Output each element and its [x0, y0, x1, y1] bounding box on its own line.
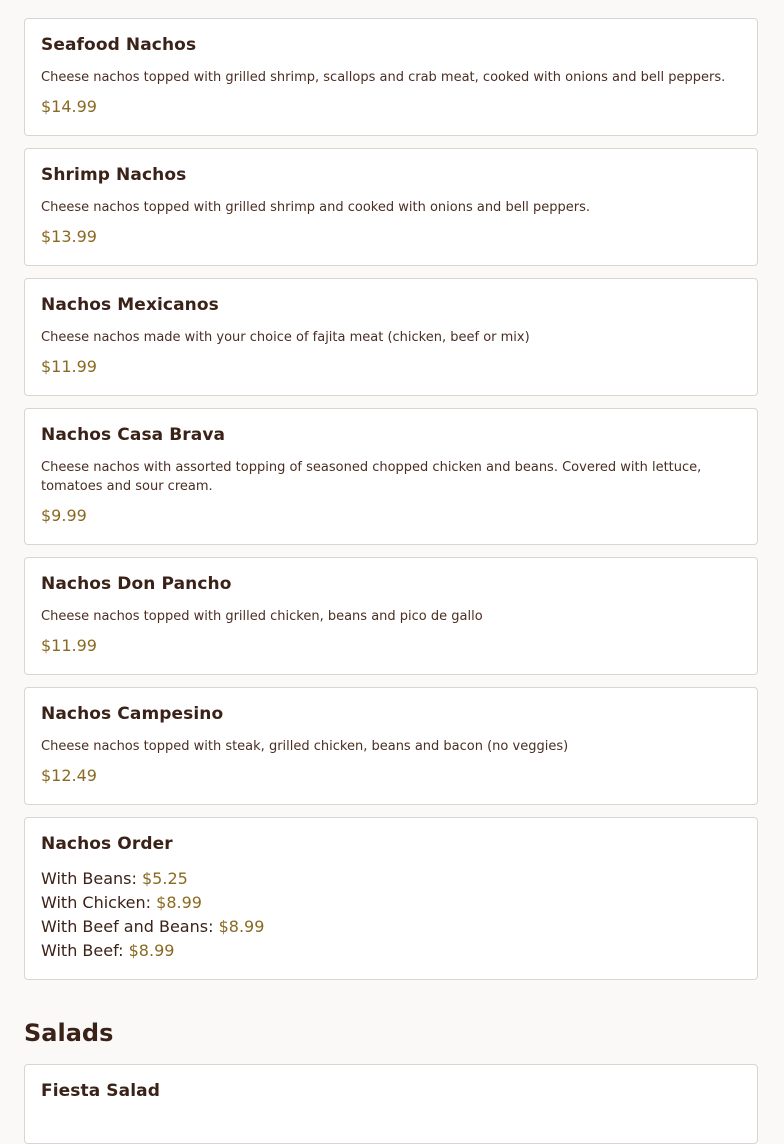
menu-item-price: $9.99	[41, 506, 87, 525]
menu-item-card	[24, 408, 758, 545]
menu-item-description: Cheese nachos topped with grilled shrimp and cooked with onions and bell peppers.	[41, 200, 591, 215]
menu-item-price: $11.99	[41, 357, 97, 376]
menu-item-card	[24, 278, 758, 396]
menu-item-description: Cheese nachos topped with grilled shrimp, scallops and crab meat, cooked with onions and bell peppers.	[41, 70, 726, 85]
menu-item-name: Nachos Campesino	[41, 704, 224, 724]
order-option-label: With Beans:	[41, 869, 137, 888]
menu-item-name: Seafood Nachos	[41, 35, 197, 55]
menu-item-price: $14.99	[41, 97, 97, 116]
order-option-price: $5.25	[142, 869, 188, 888]
order-option	[41, 917, 264, 936]
menu-item-description: Cheese nachos with assorted topping of seasoned chopped chicken and beans. Covered with lettuce, tomatoes and sour cream.	[41, 460, 702, 494]
menu-item-name: Fiesta Salad	[41, 1081, 160, 1101]
order-option-price: $8.99	[128, 941, 175, 960]
menu-item-card	[24, 557, 758, 675]
order-option	[41, 869, 188, 888]
order-option	[41, 893, 202, 912]
menu-item-description: Cheese nachos topped with steak, grilled chicken, beans and bacon (no veggies)	[41, 739, 569, 754]
menu-item-description: Cheese nachos made with your choice of fajita meat (chicken, beef or mix)	[41, 330, 530, 345]
order-option	[41, 941, 174, 960]
menu-item-price: $12.49	[41, 766, 97, 785]
menu-item-card	[24, 687, 758, 805]
menu-item-card	[24, 18, 758, 136]
order-option-label: With Beef and Beans:	[41, 917, 214, 936]
order-option-price: $8.99	[156, 893, 202, 912]
menu-item-price: $13.99	[41, 227, 97, 246]
menu-item-name: Nachos Don Pancho	[41, 574, 232, 594]
nachos-order-card	[24, 817, 758, 980]
menu-item-description: Cheese nachos topped with grilled chicken, beans and pico de gallo	[41, 609, 483, 624]
menu-item-name: Nachos Mexicanos	[41, 295, 219, 315]
nachos-order-title: Nachos Order	[41, 834, 173, 854]
order-option-label: With Chicken:	[41, 893, 152, 912]
menu-item-name: Shrimp Nachos	[41, 165, 187, 185]
menu-item-price: $11.99	[41, 636, 97, 655]
menu-item-card	[24, 148, 758, 266]
section-heading-salads: Salads	[24, 1019, 114, 1047]
menu-item-card	[24, 1064, 758, 1144]
order-option-price: $8.99	[218, 917, 265, 936]
order-option-label: With Beef:	[41, 941, 124, 960]
menu-item-name: Nachos Casa Brava	[41, 425, 226, 445]
